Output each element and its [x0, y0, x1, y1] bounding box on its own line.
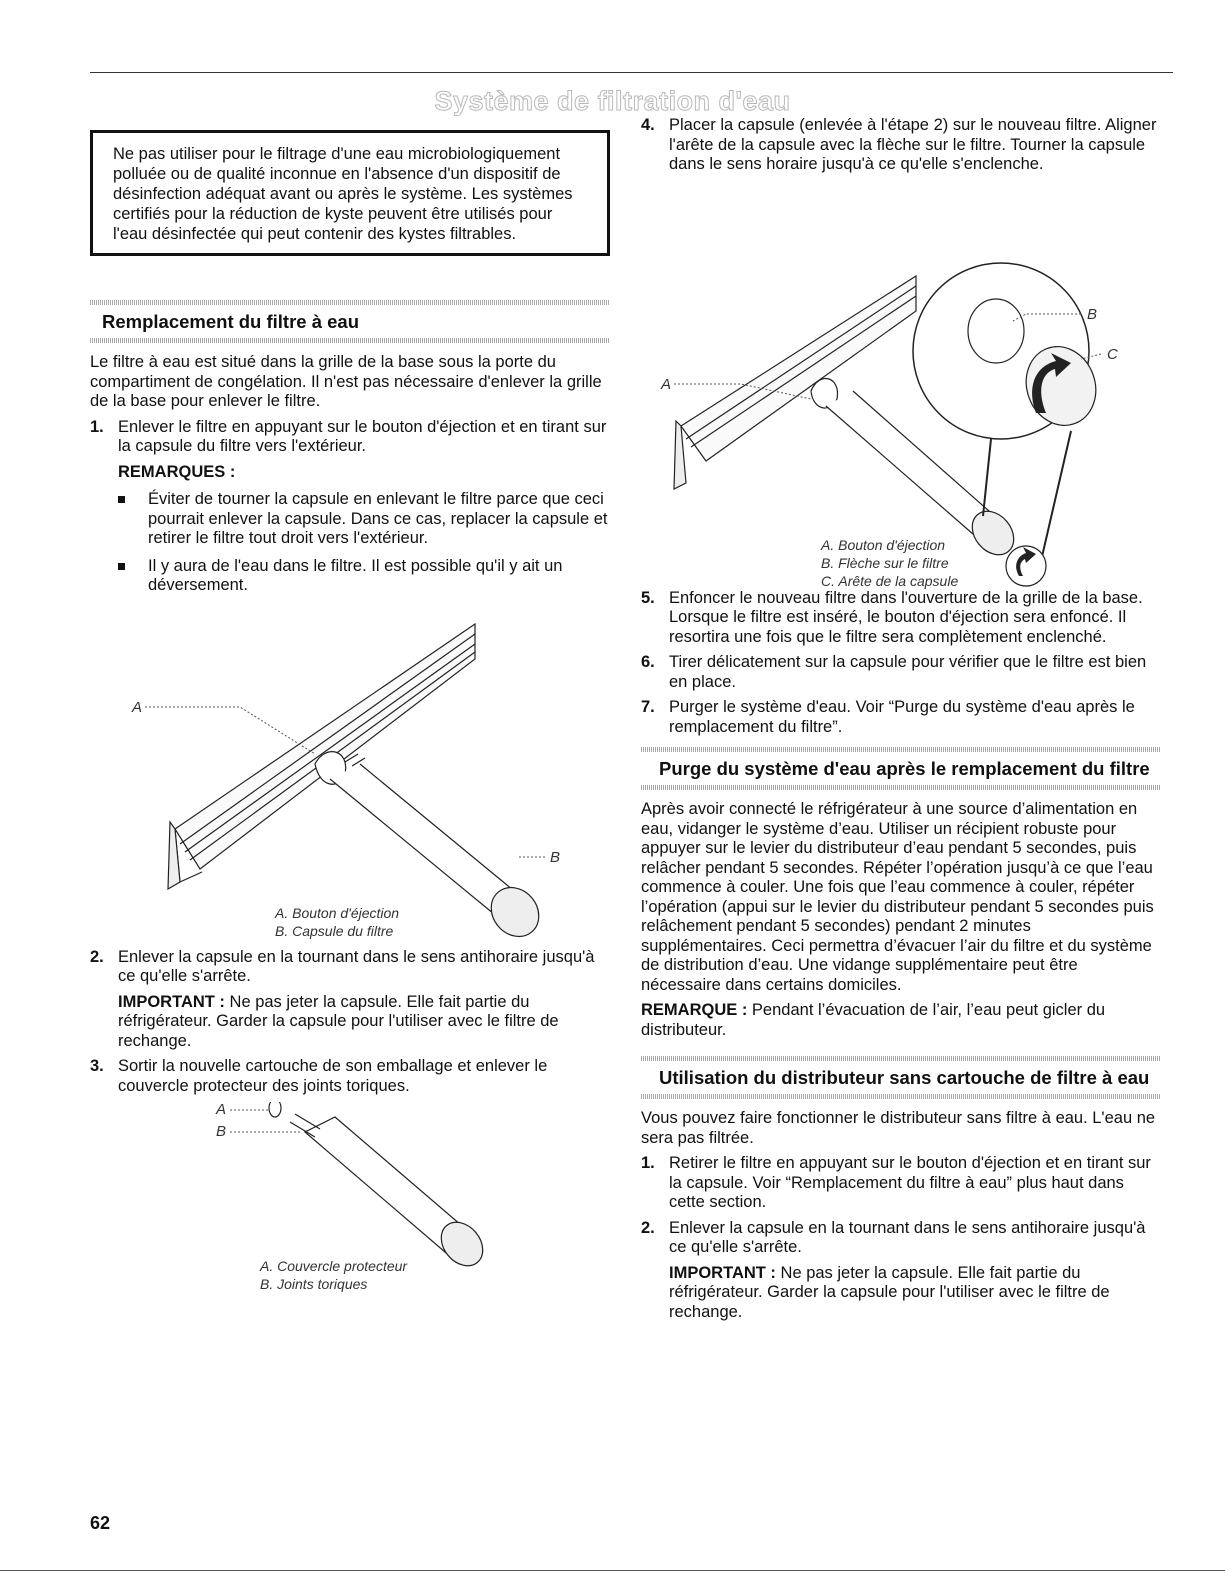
right-column: [641, 116, 1161, 1328]
step-2: [90, 948, 610, 1052]
important-note: [118, 993, 610, 1052]
section-title-purge: Purge du système d'eau après le remplacement du filtre: [659, 758, 1150, 779]
caption-a: A. Bouton d'éjection: [275, 904, 400, 921]
footer-rule: [0, 1570, 1225, 1571]
caption-a: A. Bouton d'éjection: [821, 536, 946, 553]
page-title: Système de filtration d'eau: [434, 86, 791, 116]
step-text: Enlever la capsule en la tournant dans le sens antihoraire jusqu'à ce qu'elle s'arrête.: [669, 1218, 1146, 1256]
left-column: [90, 130, 610, 1302]
purge-text: Après avoir connecté le réfrigérateur à une source d’alimentation en eau, vidanger le système d’eau. Utiliser un récipient robuste pour appuyer sur le levier du distributeur d’eau pendant 5 secondes, puis relâcher pendant 5 secondes. Répéter l’opération jusqu’à ce que l’eau commence à couler. Une fois que l’eau commence à couler, répéter l’opération (appui sur le levier du distributeur pendant 5 secondes puis relâchement pendant 5 secondes) pendant 2 minutes supplémentaires. Ceci permettra d’évacuer l’air du filtre et du système de distribution d’eau. Une vidange supplémentaire peut être nécessaire dans certains domiciles.: [641, 800, 1154, 994]
caption-b: B. Flèche sur le filtre: [821, 554, 949, 571]
step-number: 1.: [641, 1154, 655, 1172]
step-number: 3.: [90, 1057, 104, 1075]
step-text: Tirer délicatement sur la capsule pour vérifier que le filtre est bien en place.: [669, 653, 1147, 691]
step-number: 1.: [90, 417, 104, 436]
step-3: [90, 1057, 610, 1096]
new-cartridge-illustration: [90, 1102, 610, 1272]
caption-c: C. Arête de la capsule: [821, 572, 959, 589]
callout-label-b: B: [550, 848, 561, 866]
bullet-square: [118, 563, 125, 570]
step-number: 2.: [641, 1218, 655, 1237]
callout-label-a: A: [216, 1102, 227, 1118]
step-text: Enlever le filtre en appuyant sur le bouton d'éjection et en tirant sur la capsule du filtre vers l'extérieur.: [118, 417, 607, 455]
figure-filter-removal: [90, 604, 610, 944]
callout-label-a: A: [132, 698, 143, 716]
caption-b: B. Capsule du filtre: [275, 922, 394, 939]
no-filter-intro: Vous pouvez faire fonctionner le distributeur sans filtre à eau. L'eau ne sera pas filtrée.: [641, 1109, 1156, 1147]
step-1: [90, 418, 610, 483]
step-number: 7.: [641, 698, 655, 716]
callout-label-c: C: [1107, 345, 1118, 363]
section-header-no-filter: [641, 1056, 1161, 1099]
warning-box: [90, 130, 610, 256]
caption-b: B. Joints toriques: [260, 1276, 368, 1292]
remarques-list: [90, 490, 610, 596]
section-rule: [90, 338, 610, 343]
list-item: [118, 557, 610, 596]
list-item: [118, 490, 610, 549]
page-number: 62: [90, 1513, 111, 1533]
replacement-intro: Le filtre à eau est situé dans la grille de la base sous la porte du compartiment de congélation. Il n'est pas nécessaire d'enlever la grille de la base pour enlever le filtre.: [90, 353, 602, 410]
remarque-note: [641, 1001, 1161, 1040]
step-number: 6.: [641, 653, 655, 671]
capsule-alignment-illustration: [641, 181, 1161, 589]
figure-caption: [821, 536, 958, 590]
step-6: [641, 653, 1161, 692]
no-filter-step-2: [641, 1219, 1161, 1323]
important-text: Ne pas jeter la capsule. Elle fait partie du réfrigérateur. Garder la capsule pour l'utiliser avec le filtre de rechange.: [669, 1263, 1110, 1321]
step-text: Purger le système d'eau. Voir “Purge du système d'eau après le remplacement du filtre”.: [669, 698, 1135, 736]
step-7: [641, 698, 1161, 737]
caption-a: A. Couvercle protecteur: [260, 1258, 408, 1274]
important-text: Ne pas jeter la capsule. Elle fait partie du réfrigérateur. Garder la capsule pour l'utiliser avec le filtre de rechange.: [118, 992, 559, 1050]
section-header-purge: [641, 747, 1161, 790]
header-rule: [90, 72, 1173, 73]
filter-removal-illustration: [90, 604, 610, 944]
step-text: Enlever la capsule en la tournant dans le sens antihoraire jusqu'à ce qu'elle s'arrête.: [118, 947, 595, 985]
important-label: IMPORTANT :: [118, 992, 225, 1011]
bullet-text: Éviter de tourner la capsule en enlevant le filtre parce que ceci pourrait enlever la capsule. Dans ce cas, replacer la capsule et retirer le filtre tout droit vers l'extérieur.: [148, 490, 608, 547]
remarques-label: REMARQUES :: [118, 462, 236, 481]
step-text: Enfoncer le nouveau filtre dans l'ouverture de la grille de la base. Lorsque le filtre est inséré, le bouton d'éjection sera enfoncé. Il resortira une fois que le filtre sera complètement enclenché.: [669, 588, 1143, 646]
remarque-text: Pendant l’évacuation de l’air, l’eau peut gicler du distributeur.: [641, 1001, 1106, 1039]
callout-label-a: A: [661, 375, 672, 393]
important-note: [669, 1264, 1161, 1323]
figure-caption: [260, 1257, 407, 1293]
section-rule: [641, 1056, 1161, 1061]
step-text: Sortir la nouvelle cartouche de son emballage et enlever le couvercle protecteur des joints toriques.: [118, 1057, 548, 1095]
section-rule: [641, 747, 1161, 752]
section-header-replacement: [90, 300, 610, 343]
section-title-no-filter: Utilisation du distributeur sans cartouche de filtre à eau: [659, 1067, 1150, 1088]
step-text: Placer la capsule (enlevée à l'étape 2) sur le nouveau filtre. Aligner l'arête de la capsule avec la flèche sur le filtre. Tourner la capsule dans le sens horaire jusqu'à ce qu'elle s'enclenche.: [669, 116, 1157, 173]
important-label: IMPORTANT :: [669, 1263, 776, 1282]
step-number: 4.: [641, 116, 655, 134]
section-rule: [641, 785, 1161, 790]
section-rule: [641, 1094, 1161, 1099]
step-number: 5.: [641, 588, 655, 607]
figure-caption: [275, 904, 399, 940]
step-text: Retirer le filtre en appuyant sur le bouton d'éjection et en tirant sur la capsule. Voir “Remplacement du filtre à eau” plus haut dans cette section.: [669, 1154, 1151, 1211]
section-rule: [90, 300, 610, 305]
bullet-text: Il y aura de l'eau dans le filtre. Il est possible qu'il y ait un déversement.: [148, 556, 563, 594]
callout-label-b: B: [1087, 305, 1098, 323]
figure-new-cartridge: [90, 1102, 610, 1302]
figure-capsule-alignment: [641, 181, 1161, 589]
bullet-square: [118, 496, 125, 503]
warning-text: Ne pas utiliser pour le filtrage d'une eau microbiologiquement polluée ou de qualité inconnue en l'absence d'un dispositif de désinfection adéquat avant ou après le système. Les systèmes certifiés pour la réduction de kyste peuvent être utilisés pour l'eau désinfectée qui peut contenir des kystes filtrables.: [113, 145, 573, 243]
no-filter-step-1: [641, 1154, 1161, 1213]
step-4: [641, 116, 1161, 175]
section-title-replacement: Remplacement du filtre à eau: [102, 311, 360, 332]
callout-label-b: B: [216, 1123, 227, 1140]
step-number: 2.: [90, 947, 104, 966]
step-5: [641, 589, 1161, 648]
remarque-label: REMARQUE :: [641, 1001, 748, 1019]
